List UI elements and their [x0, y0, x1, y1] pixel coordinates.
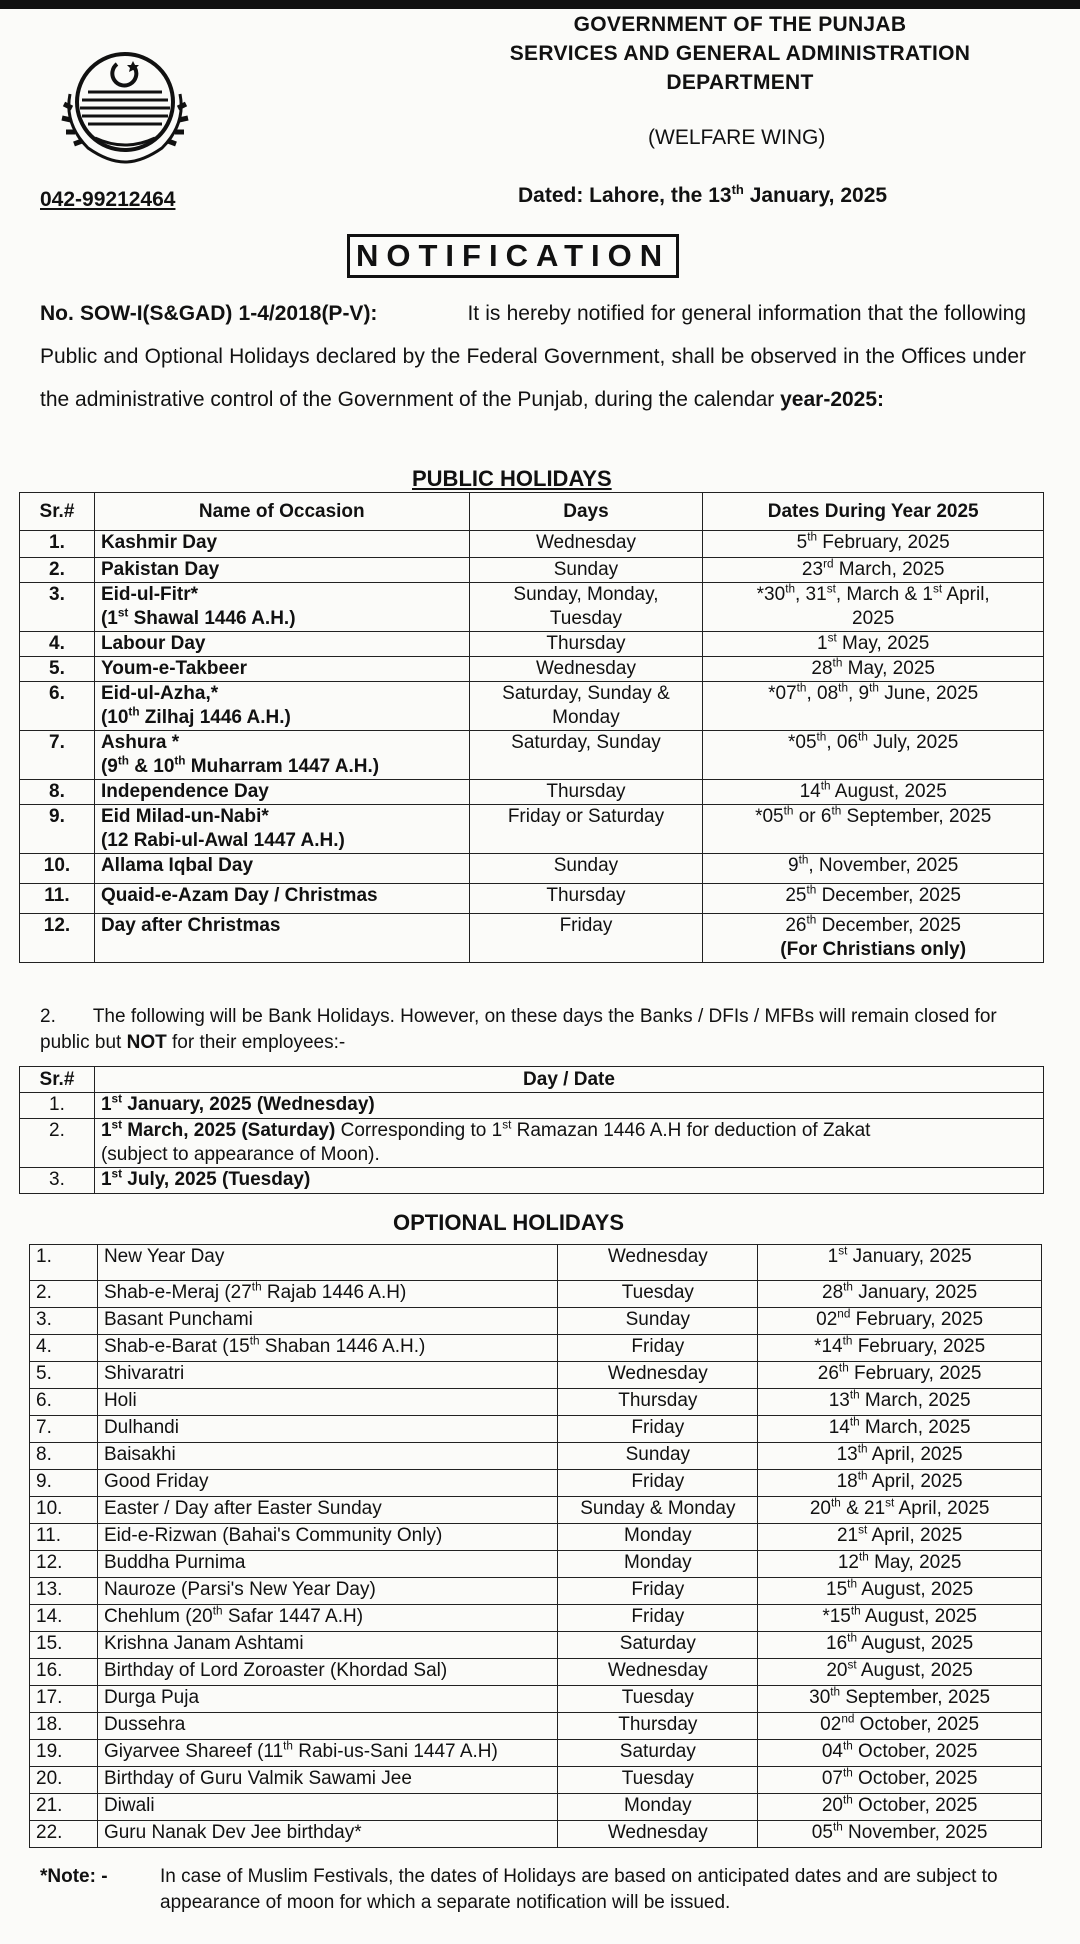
- sr-cell: 12.: [20, 914, 95, 963]
- sr-cell: 4.: [20, 632, 95, 657]
- bank-intro-number: 2.: [40, 1006, 56, 1027]
- occasion-cell: Allama Iqbal Day: [94, 854, 469, 884]
- bank-holiday-row: [20, 1119, 1044, 1168]
- days-cell: Saturday, Sunday & Monday: [469, 682, 703, 731]
- occasion-cell: Nauroze (Parsi's New Year Day): [97, 1578, 557, 1605]
- sr-cell: 14.: [30, 1605, 98, 1632]
- col-header: Day / Date: [94, 1067, 1043, 1093]
- heading-line-2: SERVICES AND GENERAL ADMINISTRATION: [509, 42, 971, 65]
- days-cell: Friday: [469, 914, 703, 963]
- occasion-cell: Shivaratri: [97, 1362, 557, 1389]
- optional-holiday-row: [30, 1659, 1042, 1686]
- occasion-cell: Easter / Day after Easter Sunday: [97, 1497, 557, 1524]
- col-header: Sr.#: [20, 1067, 95, 1093]
- days-cell: Wednesday: [469, 531, 703, 558]
- bank-intro-not: NOT: [126, 1032, 167, 1053]
- day-cell: Sunday & Monday: [558, 1497, 758, 1524]
- sr-cell: 16.: [30, 1659, 98, 1686]
- days-cell: Sunday: [469, 558, 703, 583]
- optional-holiday-row: [30, 1497, 1042, 1524]
- sr-cell: 6.: [30, 1389, 98, 1416]
- sr-cell: 10.: [20, 854, 95, 884]
- sr-cell: 3.: [30, 1308, 98, 1335]
- public-holidays-table: [19, 492, 1044, 963]
- intro-year: year-2025:: [780, 388, 885, 411]
- sr-cell: 3.: [20, 1168, 95, 1194]
- day-cell: Tuesday: [558, 1686, 758, 1713]
- occasion-cell: Diwali: [97, 1794, 557, 1821]
- date-cell: *05th, 06th July, 2025: [703, 731, 1044, 780]
- date-cell: 9th, November, 2025: [703, 854, 1044, 884]
- public-holiday-row: [20, 558, 1044, 583]
- public-holidays-heading: PUBLIC HOLIDAYS: [412, 466, 612, 491]
- sr-cell: 1.: [30, 1245, 98, 1281]
- date-cell: *14th February, 2025: [758, 1335, 1042, 1362]
- table-header-row: [20, 493, 1044, 531]
- sr-cell: 18.: [30, 1713, 98, 1740]
- occasion-cell: Buddha Purnima: [97, 1551, 557, 1578]
- note-label: *Note: -: [40, 1866, 108, 1887]
- optional-holiday-row: [30, 1524, 1042, 1551]
- sr-cell: 2.: [30, 1281, 98, 1308]
- occasion-cell: Shab-e-Barat (15th Shaban 1446 A.H.): [97, 1335, 557, 1362]
- col-header: Sr.#: [20, 493, 95, 531]
- bank-holiday-row: [20, 1093, 1044, 1119]
- date-cell: *15th August, 2025: [758, 1605, 1042, 1632]
- occasion-cell: Guru Nanak Dev Jee birthday*: [97, 1821, 557, 1848]
- sr-cell: 21.: [30, 1794, 98, 1821]
- day-cell: Tuesday: [558, 1767, 758, 1794]
- occasion-cell: New Year Day: [97, 1245, 557, 1281]
- occasion-cell: Dussehra: [97, 1713, 557, 1740]
- sr-cell: 9.: [30, 1470, 98, 1497]
- date-cell: 07th October, 2025: [758, 1767, 1042, 1794]
- public-holiday-row: [20, 884, 1044, 914]
- col-header: Name of Occasion: [94, 493, 469, 531]
- date-cell: 20th October, 2025: [758, 1794, 1042, 1821]
- optional-holiday-row: [30, 1632, 1042, 1659]
- days-cell: Saturday, Sunday: [469, 731, 703, 780]
- dated-line: [518, 184, 887, 208]
- date-cell: 02nd October, 2025: [758, 1713, 1042, 1740]
- days-cell: Thursday: [469, 780, 703, 805]
- occasion-cell: Birthday of Lord Zoroaster (Khordad Sal): [97, 1659, 557, 1686]
- date-cell: 15th August, 2025: [758, 1578, 1042, 1605]
- sr-cell: 2.: [20, 1119, 95, 1168]
- public-holiday-row: [20, 682, 1044, 731]
- optional-holiday-row: [30, 1740, 1042, 1767]
- date-cell: 02nd February, 2025: [758, 1308, 1042, 1335]
- occasion-cell: Eid-ul-Fitr* (1st Shawal 1446 A.H.): [94, 583, 469, 632]
- days-cell: Sunday, Monday, Tuesday: [469, 583, 703, 632]
- date-cell: 12th May, 2025: [758, 1551, 1042, 1578]
- optional-holiday-row: [30, 1551, 1042, 1578]
- sr-cell: 17.: [30, 1686, 98, 1713]
- occasion-cell: Pakistan Day: [94, 558, 469, 583]
- sr-cell: 11.: [20, 884, 95, 914]
- optional-holidays-table: [29, 1244, 1042, 1848]
- dated-sup: th: [731, 182, 744, 197]
- bank-intro-text: The following will be Bank Holidays. However, on these days the Banks / DFIs / MFBs will remain closed for public but: [40, 1006, 997, 1053]
- bank-holidays-table: [19, 1066, 1044, 1194]
- public-holiday-row: [20, 657, 1044, 682]
- day-cell: Saturday: [558, 1740, 758, 1767]
- day-cell: Tuesday: [558, 1281, 758, 1308]
- intro-text: It is hereby notified for general information that the following Public and Optional Holidays declared by the Federal Government, shall be observed in the Offices under the administrative control of the Government of the Punjab, during the calendar: [40, 302, 1027, 411]
- day-cell: Saturday: [558, 1632, 758, 1659]
- days-cell: Thursday: [469, 884, 703, 914]
- date-cell: 25th December, 2025: [703, 884, 1044, 914]
- day-cell: Monday: [558, 1551, 758, 1578]
- sr-cell: 5.: [20, 657, 95, 682]
- optional-holiday-row: [30, 1335, 1042, 1362]
- sr-cell: 7.: [30, 1416, 98, 1443]
- sr-cell: 10.: [30, 1497, 98, 1524]
- day-cell: Wednesday: [558, 1245, 758, 1281]
- optional-holiday-row: [30, 1470, 1042, 1497]
- optional-holiday-row: [30, 1281, 1042, 1308]
- day-cell: Thursday: [558, 1713, 758, 1740]
- notification-title: NOTIFICATION: [347, 234, 679, 278]
- department-heading: [440, 10, 1040, 97]
- occasion-cell: Eid Milad-un-Nabi* (12 Rabi-ul-Awal 1447 A.H.): [94, 805, 469, 854]
- occasion-cell: Independence Day: [94, 780, 469, 805]
- date-cell: 18th April, 2025: [758, 1470, 1042, 1497]
- date-cell: *07th, 08th, 9th June, 2025: [703, 682, 1044, 731]
- day-cell: Monday: [558, 1794, 758, 1821]
- days-cell: Friday or Saturday: [469, 805, 703, 854]
- public-holiday-row: [20, 805, 1044, 854]
- col-header: Days: [469, 493, 703, 531]
- top-border: [0, 0, 1080, 9]
- occasion-cell: Good Friday: [97, 1470, 557, 1497]
- date-cell: *05th or 6th September, 2025: [703, 805, 1044, 854]
- day-cell: Wednesday: [558, 1659, 758, 1686]
- date-cell: 13th April, 2025: [758, 1443, 1042, 1470]
- date-cell: 28th January, 2025: [758, 1281, 1042, 1308]
- sr-cell: 6.: [20, 682, 95, 731]
- day-cell: Sunday: [558, 1443, 758, 1470]
- dated-suffix: January, 2025: [743, 184, 888, 207]
- date-cell: 05th November, 2025: [758, 1821, 1042, 1848]
- optional-holiday-row: [30, 1362, 1042, 1389]
- sr-cell: 20.: [30, 1767, 98, 1794]
- date-cell: 23rd March, 2025: [703, 558, 1044, 583]
- date-cell: 1st January, 2025: [758, 1245, 1042, 1281]
- occasion-cell: Chehlum (20th Safar 1447 A.H): [97, 1605, 557, 1632]
- wing-label: (WELFARE WING): [648, 126, 826, 149]
- occasion-cell: Eid-ul-Azha,* (10th Zilhaj 1446 A.H.): [94, 682, 469, 731]
- day-cell: Sunday: [558, 1308, 758, 1335]
- sr-cell: 8.: [30, 1443, 98, 1470]
- date-cell: 14th August, 2025: [703, 780, 1044, 805]
- optional-holiday-row: [30, 1416, 1042, 1443]
- optional-holiday-row: [30, 1245, 1042, 1281]
- public-holiday-row: [20, 854, 1044, 884]
- date-cell: *30th, 31st, March & 1st April, 2025: [703, 583, 1044, 632]
- col-header: Dates During Year 2025: [703, 493, 1044, 531]
- occasion-cell: Baisakhi: [97, 1443, 557, 1470]
- occasion-cell: Eid-e-Rizwan (Bahai's Community Only): [97, 1524, 557, 1551]
- optional-holiday-row: [30, 1821, 1042, 1848]
- days-cell: Sunday: [469, 854, 703, 884]
- sr-cell: 2.: [20, 558, 95, 583]
- day-cell: Friday: [558, 1605, 758, 1632]
- day-date-cell: 1st March, 2025 (Saturday) Corresponding to 1st Ramazan 1446 A.H for deduction of Zakat (subject to appearance of Moon).: [94, 1119, 1043, 1168]
- public-holiday-row: [20, 583, 1044, 632]
- sr-cell: 8.: [20, 780, 95, 805]
- public-holiday-row: [20, 632, 1044, 657]
- sr-cell: 1.: [20, 531, 95, 558]
- dated-prefix: Dated: Lahore, the 13: [518, 184, 732, 207]
- optional-holiday-row: [30, 1767, 1042, 1794]
- sr-cell: 5.: [30, 1362, 98, 1389]
- optional-holiday-row: [30, 1578, 1042, 1605]
- date-cell: 04th October, 2025: [758, 1740, 1042, 1767]
- day-date-cell: 1st January, 2025 (Wednesday): [94, 1093, 1043, 1119]
- occasion-cell: Giyarvee Shareef (11th Rabi-us-Sani 1447 A.H): [97, 1740, 557, 1767]
- bank-holidays-intro: [40, 1004, 1030, 1056]
- intro-paragraph: [40, 292, 1026, 421]
- optional-holiday-row: [30, 1443, 1042, 1470]
- date-cell: 20th & 21st April, 2025: [758, 1497, 1042, 1524]
- day-cell: Friday: [558, 1335, 758, 1362]
- optional-holiday-row: [30, 1713, 1042, 1740]
- optional-holiday-row: [30, 1389, 1042, 1416]
- occasion-cell: Durga Puja: [97, 1686, 557, 1713]
- heading-line-1: GOVERNMENT OF THE PUNJAB: [573, 13, 907, 36]
- public-holiday-row: [20, 531, 1044, 558]
- day-cell: Wednesday: [558, 1821, 758, 1848]
- day-cell: Monday: [558, 1524, 758, 1551]
- occasion-cell: Dulhandi: [97, 1416, 557, 1443]
- sr-cell: 19.: [30, 1740, 98, 1767]
- sr-cell: 11.: [30, 1524, 98, 1551]
- date-cell: 13th March, 2025: [758, 1389, 1042, 1416]
- sr-cell: 9.: [20, 805, 95, 854]
- date-cell: 16th August, 2025: [758, 1632, 1042, 1659]
- public-holiday-row: [20, 914, 1044, 963]
- optional-holiday-row: [30, 1686, 1042, 1713]
- date-cell: 26th February, 2025: [758, 1362, 1042, 1389]
- date-cell: 5th February, 2025: [703, 531, 1044, 558]
- date-cell: 21st April, 2025: [758, 1524, 1042, 1551]
- sr-cell: 15.: [30, 1632, 98, 1659]
- day-date-cell: 1st July, 2025 (Tuesday): [94, 1168, 1043, 1194]
- occasion-cell: Kashmir Day: [94, 531, 469, 558]
- occasion-cell: Youm-e-Takbeer: [94, 657, 469, 682]
- date-cell: 30th September, 2025: [758, 1686, 1042, 1713]
- occasion-cell: Quaid-e-Azam Day / Christmas: [94, 884, 469, 914]
- occasion-cell: Basant Punchami: [97, 1308, 557, 1335]
- optional-holiday-row: [30, 1605, 1042, 1632]
- bank-holiday-row: [20, 1168, 1044, 1194]
- day-cell: Friday: [558, 1578, 758, 1605]
- optional-holidays-heading: OPTIONAL HOLIDAYS: [393, 1210, 625, 1235]
- optional-holiday-row: [30, 1308, 1042, 1335]
- date-cell: 14th March, 2025: [758, 1416, 1042, 1443]
- table-header-row: [20, 1067, 1044, 1093]
- sr-cell: 7.: [20, 731, 95, 780]
- sr-cell: 3.: [20, 583, 95, 632]
- sr-cell: 1.: [20, 1093, 95, 1119]
- note: [40, 1864, 1030, 1916]
- occasion-cell: Labour Day: [94, 632, 469, 657]
- public-holiday-row: [20, 780, 1044, 805]
- day-cell: Thursday: [558, 1389, 758, 1416]
- public-holiday-row: [20, 731, 1044, 780]
- bank-intro-end: for their employees:-: [166, 1032, 346, 1053]
- occasion-cell: Birthday of Guru Valmik Sawami Jee: [97, 1767, 557, 1794]
- phone-number: 042-99212464: [40, 188, 176, 211]
- punjab-government-logo: [40, 34, 210, 174]
- day-cell: Friday: [558, 1470, 758, 1497]
- occasion-cell: Shab-e-Meraj (27th Rajab 1446 A.H): [97, 1281, 557, 1308]
- optional-holiday-row: [30, 1794, 1042, 1821]
- sr-cell: 12.: [30, 1551, 98, 1578]
- date-cell: 26th December, 2025 (For Christians only): [703, 914, 1044, 963]
- note-text: In case of Muslim Festivals, the dates of Holidays are based on anticipated dates and are subject to appearance of moon for which a separate notification will be issued.: [160, 1866, 998, 1913]
- sr-cell: 4.: [30, 1335, 98, 1362]
- occasion-cell: Ashura * (9th & 10th Muharram 1447 A.H.): [94, 731, 469, 780]
- day-cell: Friday: [558, 1416, 758, 1443]
- days-cell: Thursday: [469, 632, 703, 657]
- date-cell: 1st May, 2025: [703, 632, 1044, 657]
- occasion-cell: Day after Christmas: [94, 914, 469, 963]
- sr-cell: 22.: [30, 1821, 98, 1848]
- notification-number: No. SOW-I(S&GAD) 1-4/2018(P-V):: [40, 302, 378, 325]
- sr-cell: 13.: [30, 1578, 98, 1605]
- days-cell: Wednesday: [469, 657, 703, 682]
- occasion-cell: Holi: [97, 1389, 557, 1416]
- heading-line-3: DEPARTMENT: [666, 71, 814, 94]
- date-cell: 20st August, 2025: [758, 1659, 1042, 1686]
- date-cell: 28th May, 2025: [703, 657, 1044, 682]
- day-cell: Wednesday: [558, 1362, 758, 1389]
- occasion-cell: Krishna Janam Ashtami: [97, 1632, 557, 1659]
